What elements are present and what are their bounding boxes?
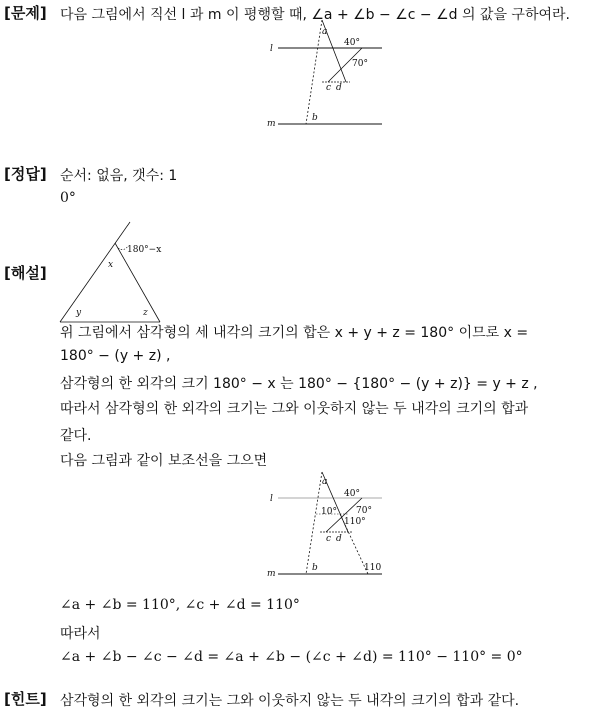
solution-line-9: ∠a + ∠b − ∠c − ∠d = ∠a + ∠b − (∠c + ∠d) = 110° − 110° = 0° [60, 649, 523, 665]
label-a: a [322, 27, 328, 37]
answer-tag: [정답] [4, 165, 47, 183]
solution-line-2: 180° − (y + z) , [60, 348, 171, 364]
svg-text:110°: 110° [344, 517, 366, 527]
svg-text:a: a [322, 477, 328, 487]
svg-text:l: l [270, 494, 273, 504]
solution-tag: [해설] [4, 264, 47, 282]
label-y: y [76, 308, 82, 318]
label-d: d [336, 83, 342, 93]
svg-text:110: 110 [364, 563, 382, 573]
svg-text:b: b [312, 563, 318, 573]
solution-line-4: 따라서 삼각형의 한 외각의 크기는 그와 이웃하지 않는 두 내각의 크기의 합과 [60, 401, 529, 417]
hint-text: 삼각형의 한 외각의 크기는 그와 이웃하지 않는 두 내각의 크기의 합과 같다. [60, 693, 520, 709]
svg-text:70°: 70° [356, 506, 372, 516]
solution-line-5: 같다. [60, 428, 92, 444]
hint-tag: [힌트] [4, 690, 47, 708]
problem-tag: [문제] [4, 4, 47, 22]
label-x: x [108, 260, 114, 270]
svg-text:40°: 40° [344, 489, 360, 499]
label-z: z [143, 308, 148, 318]
label-m: m [267, 119, 276, 129]
label-c: c [326, 83, 332, 93]
solution-line-3: 삼각형의 한 외각의 크기 180° − x 는 180° − {180° − (y + z)} = y + z , [60, 376, 538, 392]
label-b: b [312, 113, 318, 123]
solution-line-1: 위 그림에서 삼각형의 세 내각의 크기의 합은 x + y + z = 180° 이므로 x = [60, 325, 529, 341]
label-70: 70° [352, 59, 368, 69]
svg-text:d: d [336, 534, 342, 544]
svg-text:m: m [267, 569, 276, 579]
solution-line-7: ∠a + ∠b = 110°, ∠c + ∠d = 110° [60, 597, 300, 613]
answer-meta: 순서: 없음, 갯수: 1 [60, 168, 178, 184]
svg-text:10°: 10° [321, 507, 337, 517]
answer-value: 0° [60, 190, 76, 206]
label-l: l [270, 44, 273, 54]
problem-text: 다음 그림에서 직선 l 과 m 이 평행할 때, ∠a + ∠b − ∠c − ∠d 의 값을 구하여라. [60, 7, 570, 23]
solution-line-6: 다음 그림과 같이 보조선을 그으면 [60, 453, 268, 469]
label-40: 40° [344, 38, 360, 48]
svg-text:c: c [326, 534, 332, 544]
label-180-x: 180°−x [127, 245, 162, 255]
solution-line-8: 따라서 [60, 626, 101, 642]
